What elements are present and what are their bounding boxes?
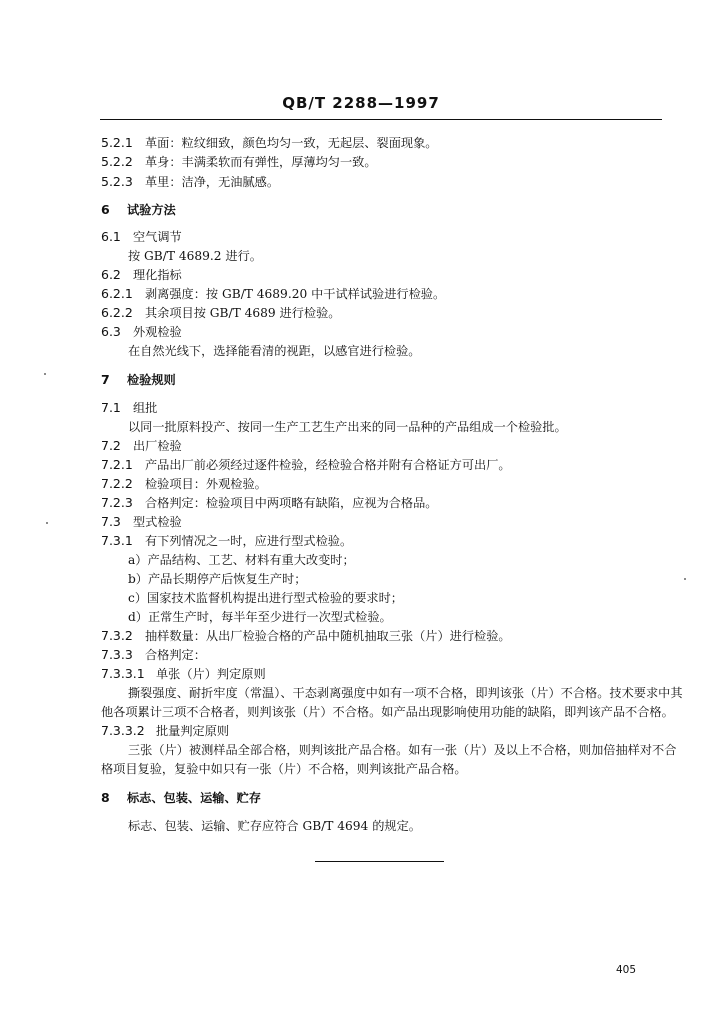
clause-7-3 (101, 514, 182, 530)
list-item-text: a）产品结构、工艺、材料有重大改变时； (128, 553, 355, 567)
scan-speck (44, 373, 46, 375)
clause-text: 批量判定原则 (156, 724, 230, 738)
list-item-text: c）国家技术监督机构提出进行型式检验的要求时； (128, 591, 403, 605)
section-number: 7 (101, 372, 110, 387)
section-8-heading (101, 790, 261, 806)
clause-6-2-2 (101, 305, 340, 321)
clause-number: 5.2.2 (101, 154, 133, 169)
page-number: 405 (616, 964, 637, 976)
section-title: 检验规则 (127, 373, 176, 387)
clause-text: 其余项目按 GB/T 4689 进行检验。 (145, 306, 341, 320)
clause-number: 7.2.1 (101, 457, 133, 472)
clause-7-1 (101, 400, 157, 416)
clause-text: 检验项目：外观检验。 (145, 477, 267, 491)
clause-number: 7.3.3 (101, 647, 133, 662)
clause-7-2-1 (101, 457, 511, 473)
clause-5-2-3 (101, 174, 279, 190)
clause-text: 他各项累计三项不合格者，则判该张（片）不合格。如产品出现影响使用功能的缺陷，即判该产品不合格。 (101, 705, 674, 719)
list-item-a (128, 552, 355, 568)
clause-7-2 (101, 438, 182, 454)
clause-number: 6.3 (101, 324, 121, 339)
clause-text: 标志、包装、运输、贮存应符合 GB/T 4694 的规定。 (128, 819, 421, 833)
clause-6-3-body (128, 343, 421, 359)
clause-7-3-3 (101, 647, 206, 663)
clause-number: 7.3 (101, 514, 121, 529)
clause-6-2-1 (101, 286, 445, 302)
list-item-b (128, 571, 306, 587)
section-number: 6 (101, 202, 110, 217)
clause-text: 空气调节 (133, 230, 182, 244)
clause-text: 格项目复验，复验中如只有一张（片）不合格，则判该批产品合格。 (101, 762, 467, 776)
scan-speck (46, 522, 48, 524)
clause-7-3-3-1-body-line2 (101, 704, 674, 720)
clause-text: 出厂检验 (133, 439, 182, 453)
clause-number: 7.1 (101, 400, 121, 415)
clause-number: 7.2.3 (101, 495, 133, 510)
clause-number: 7.3.3.1 (101, 666, 145, 681)
clause-7-3-2 (101, 628, 511, 644)
clause-6-1-body (128, 248, 262, 264)
list-item-c (128, 590, 403, 606)
end-of-document-rule (315, 861, 444, 862)
clause-text: 按 GB/T 4689.2 进行。 (128, 249, 262, 263)
clause-number: 7.2.2 (101, 476, 133, 491)
clause-7-2-3 (101, 495, 438, 511)
header-rule (100, 119, 662, 120)
clause-7-2-2 (101, 476, 267, 492)
clause-number: 7.3.1 (101, 533, 133, 548)
clause-number: 7.3.3.2 (101, 723, 145, 738)
standard-code-header: QB/T 2288—1997 (282, 94, 440, 112)
section-title: 试验方法 (127, 203, 176, 217)
clause-6-1 (101, 229, 182, 245)
section-title: 标志、包装、运输、贮存 (127, 791, 262, 805)
list-item-d (128, 609, 392, 625)
section-7-heading (101, 372, 176, 388)
clause-text: 合格判定： (145, 648, 206, 662)
clause-text: 产品出厂前必须经过逐件检验，经检验合格并附有合格证方可出厂。 (145, 458, 511, 472)
clause-text: 有下列情况之一时，应进行型式检验。 (145, 534, 353, 548)
clause-8-body (128, 818, 421, 834)
clause-text: 撕裂强度、耐折牢度（常温）、干态剥离强度中如有一项不合格，即判该张（片）不合格。技术要求中其 (128, 686, 683, 700)
clause-5-2-1 (101, 135, 438, 151)
clause-text: 理化指标 (133, 268, 182, 282)
clause-text: 型式检验 (133, 515, 182, 529)
clause-text: 革面：粒纹细致，颜色均匀一致，无起层、裂面现象。 (145, 136, 438, 150)
scan-speck (684, 578, 686, 580)
clause-number: 7.2 (101, 438, 121, 453)
clause-6-2 (101, 267, 182, 283)
clause-6-3 (101, 324, 182, 340)
clause-text: 三张（片）被测样品全部合格，则判该批产品合格。如有一张（片）及以上不合格，则加倍抽样对不合 (128, 743, 677, 757)
section-6-heading (101, 202, 176, 218)
clause-7-3-3-2 (101, 723, 229, 739)
clause-text: 单张（片）判定原则 (156, 667, 266, 681)
clause-7-3-3-1 (101, 666, 266, 682)
clause-text: 革里：洁净，无油腻感。 (145, 175, 280, 189)
clause-7-3-3-2-body-line1 (128, 742, 676, 758)
clause-number: 5.2.1 (101, 135, 133, 150)
clause-text: 在自然光线下，选择能看清的视距，以感官进行检验。 (128, 344, 421, 358)
clause-text: 组批 (133, 401, 158, 415)
clause-5-2-2 (101, 154, 377, 170)
clause-text: 革身：丰满柔软而有弹性，厚薄均匀一致。 (145, 155, 377, 169)
clause-number: 7.3.2 (101, 628, 133, 643)
clause-7-3-3-2-body-line2 (101, 761, 467, 777)
clause-text: 外观检验 (133, 325, 182, 339)
clause-number: 6.2.1 (101, 286, 133, 301)
clause-7-1-body (128, 419, 567, 435)
clause-7-3-1 (101, 533, 352, 549)
list-item-text: d）正常生产时，每半年至少进行一次型式检验。 (128, 610, 392, 624)
clause-number: 6.1 (101, 229, 121, 244)
clause-7-3-3-1-body-line1 (128, 685, 683, 701)
clause-number: 6.2 (101, 267, 121, 282)
section-number: 8 (101, 790, 110, 805)
clause-number: 6.2.2 (101, 305, 133, 320)
clause-text: 抽样数量：从出厂检验合格的产品中随机抽取三张（片）进行检验。 (145, 629, 511, 643)
clause-text: 剥离强度：按 GB/T 4689.20 中干试样试验进行检验。 (145, 287, 446, 301)
clause-text: 以同一批原料投产、按同一生产工艺生产出来的同一品种的产品组成一个检验批。 (128, 420, 567, 434)
list-item-text: b）产品长期停产后恢复生产时； (128, 572, 307, 586)
clause-number: 5.2.3 (101, 174, 133, 189)
clause-text: 合格判定：检验项目中两项略有缺陷，应视为合格品。 (145, 496, 438, 510)
